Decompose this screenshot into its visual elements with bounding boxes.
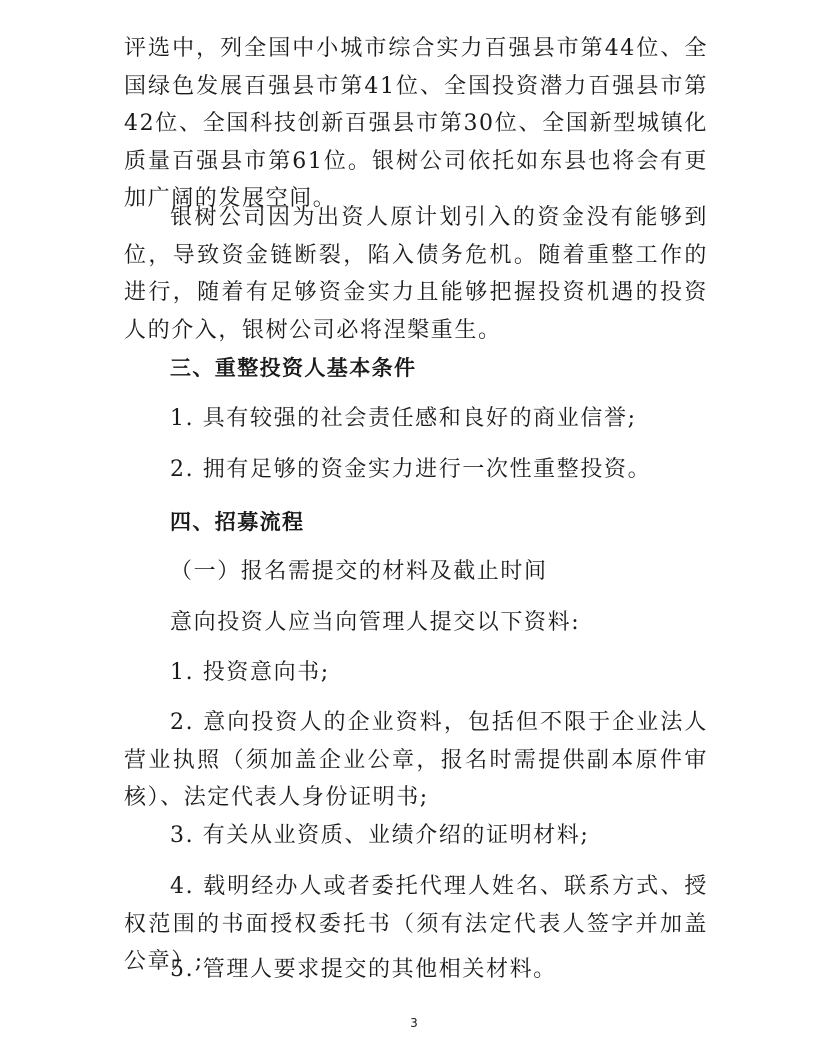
section-heading-recruitment-process: 四、招募流程 [170, 510, 305, 534]
material-item-1: 1. 投资意向书; [170, 660, 330, 685]
material-item-2: 2. 意向投资人的企业资料，包括但不限于企业法人营业执照（须加盖企业公章，报名时需提供副本原件审核）、法定代表人身份证明书; [124, 710, 708, 810]
material-item-5: 5. 管理人要求提交的其他相关材料。 [170, 957, 557, 982]
material-item-4: 4. 载明经办人或者委托代理人姓名、联系方式、授权范围的书面授权委托书（须有法定代表人签字并加盖公章）; [124, 874, 708, 974]
condition-item-1: 1. 具有较强的社会责任感和良好的商业信誉; [170, 406, 637, 431]
material-item-3: 3. 有关从业资质、业绩介绍的证明材料; [170, 823, 590, 848]
materials-intro: 意向投资人应当向管理人提交以下资料: [170, 610, 581, 635]
subheading-materials-deadline: （一）报名需提交的材料及截止时间 [170, 559, 548, 584]
section-heading-investor-conditions: 三、重整投资人基本条件 [170, 356, 417, 380]
paragraph-debt-crisis: 银树公司因为出资人原计划引入的资金没有能够到位，导致资金链断裂，陷入债务危机。随着重整工作的进行，随着有足够资金实力且能够把握投资机遇的投资人的介入，银树公司必将涅槃重生。 [124, 205, 708, 343]
condition-item-2: 2. 拥有足够的资金实力进行一次性重整投资。 [170, 457, 652, 482]
page-number: 3 [410, 1016, 418, 1030]
paragraph-city-rankings: 评选中，列全国中小城市综合实力百强县市第44位、全国绿色发展百强县市第41位、全国投资潜力百强县市第42位、全国科技创新百强县市第30位、全国新型城镇化质量百强县市第61位。银树公司依托如东县也将会有更加广阔的发展空间。 [124, 36, 708, 211]
